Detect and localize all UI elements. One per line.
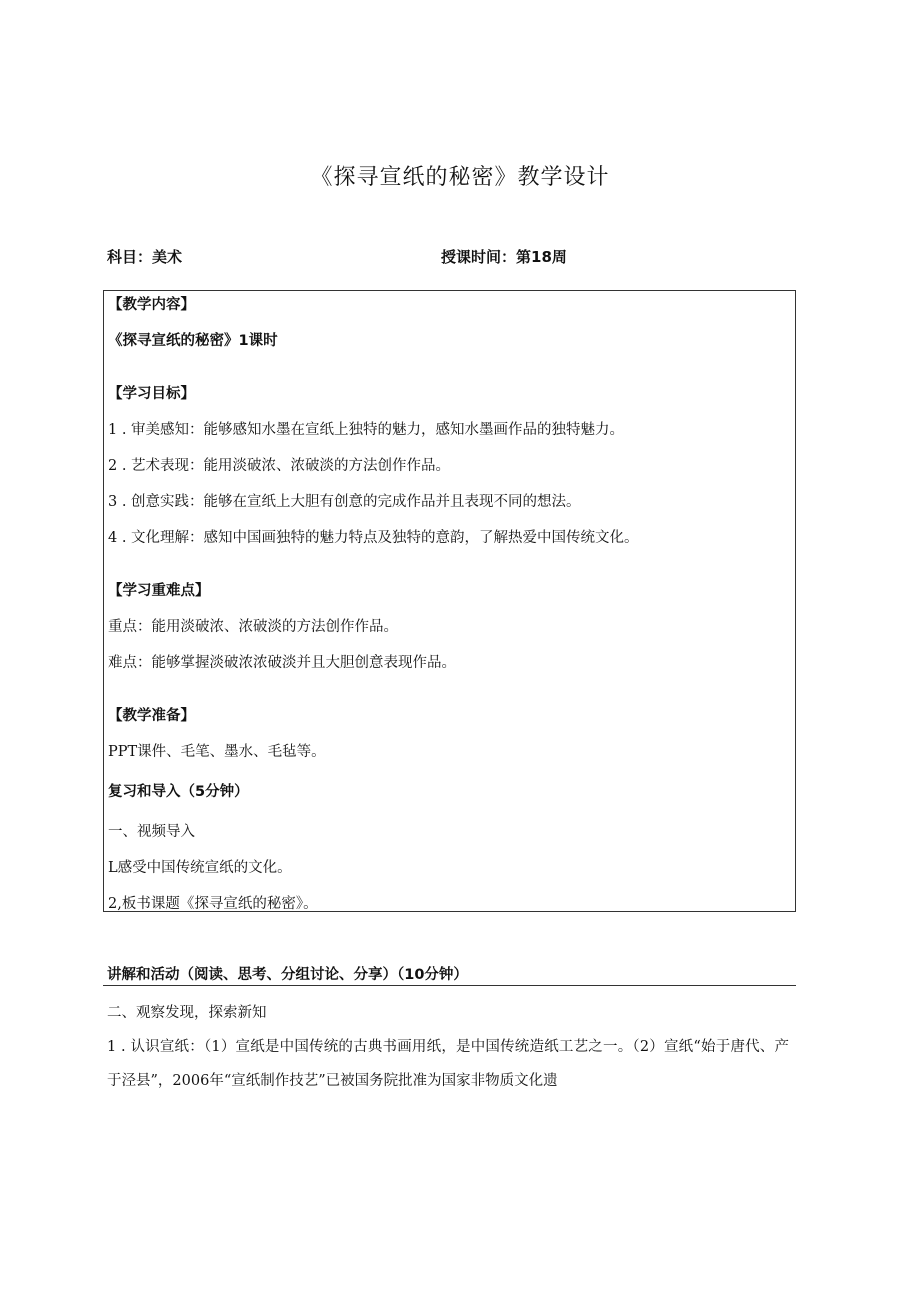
page-title: 《探寻宣纸的秘密》教学设计 [310,165,610,190]
section2-heading: 讲解和活动（阅读、思考、分组讨论、分享）（10分钟） [107,967,468,983]
content-value: 《探寻宣纸的秘密》1课时 [108,333,278,349]
prep-value: PPT课件、毛笔、墨水、毛毡等。 [108,744,326,760]
subject-label: 科目：美术 [107,248,183,266]
review-item: 一、视频导入 [108,824,195,840]
goals-heading: 【学习目标】 [108,386,195,402]
teaching-time-label: 授课时间：第18周 [441,248,567,266]
goal-item: 1 . 审美感知：能够感知水墨在宣纸上独特的魅力，感知水墨画作品的独特魅力。 [108,422,625,438]
keypoint-item: 重点：能用淡破浓、浓破淡的方法创作作品。 [108,619,398,635]
goal-item: 2 . 艺术表现：能用淡破浓、浓破淡的方法创作作品。 [108,458,451,474]
prep-heading: 【教学准备】 [108,708,195,724]
keypoint-item: 难点：能够掌握淡破浓浓破淡并且大胆创意表现作品。 [108,655,456,671]
section2-divider [103,985,796,986]
review-heading: 复习和导入（5分钟） [108,784,249,800]
goal-item: 4 . 文化理解：感知中国画独特的魅力特点及独特的意韵，了解热爱中国传统文化。 [108,530,639,546]
keypoints-heading: 【学习重难点】 [108,583,210,599]
lesson-info-box [103,290,796,912]
section2-paragraph: 1 . 认识宣纸：（1）宣纸是中国传统的古典书画用纸，是中国传统造纸工艺之一。（2）宣纸“始于唐代、产于泾县”，2006年“宣纸制作技艺”已被国务院批准为国家非物质文化遗 [107,1039,789,1089]
review-item: 2,板书课题《探寻宣纸的秘密》。 [108,896,318,912]
section2-subheading: 二、观察发现，探索新知 [107,1005,267,1021]
content-heading: 【教学内容】 [108,297,195,313]
review-item: L感受中国传统宣纸的文化。 [108,860,292,876]
goal-item: 3 . 创意实践：能够在宣纸上大胆有创意的完成作品并且表现不同的想法。 [108,494,581,510]
